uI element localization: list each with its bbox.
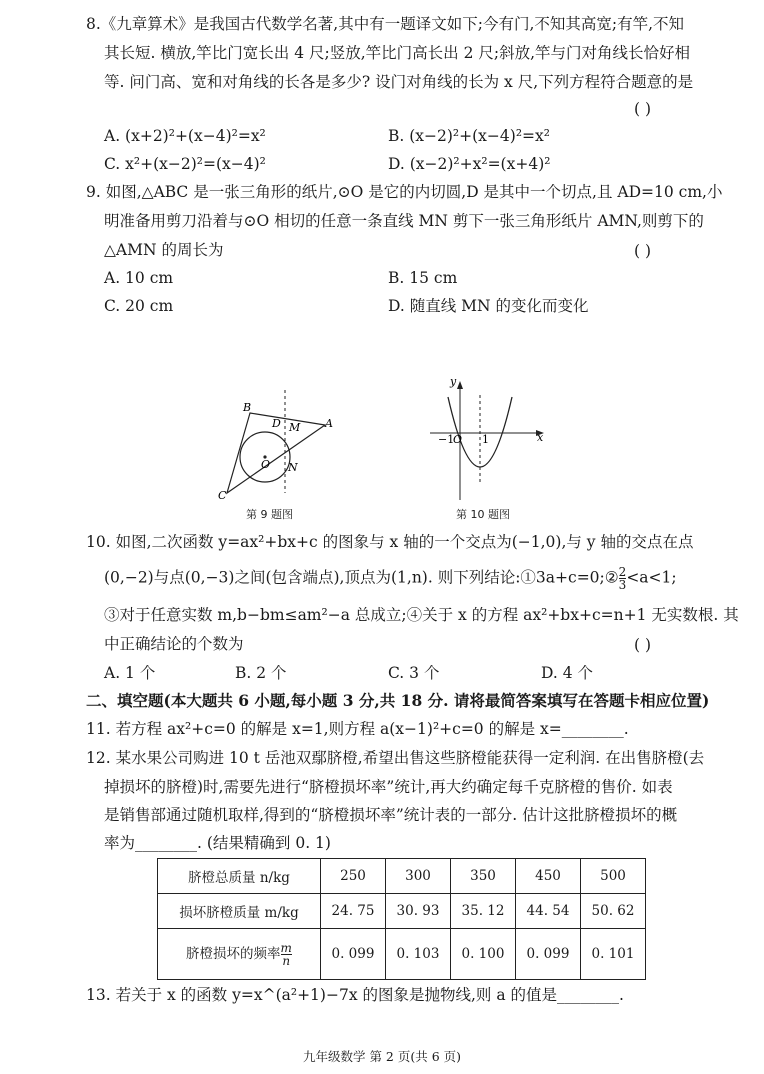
q10-option-a: A. 1 个: [104, 664, 156, 682]
label-c: C: [218, 489, 227, 502]
table-cell: 450: [516, 859, 581, 894]
table-row-header: 损坏脐橙质量 m/kg: [158, 894, 321, 929]
table-cell: 24. 75: [321, 894, 386, 929]
table-row-header: 脐橙总质量 n/kg: [158, 859, 321, 894]
q8-option-d: D. (x−2)²+x²=(x+4)²: [388, 155, 551, 173]
label-o: O: [261, 458, 271, 471]
fraction-m-over-n: [281, 942, 292, 967]
q10-line3: ③对于任意实数 m,b−bm≤am²−a 总成立;④关于 x 的方程 ax²+bx+c=n+1 无实数根. 其: [104, 606, 739, 624]
label-n: N: [288, 461, 298, 474]
table-row: [158, 929, 646, 980]
page-footer: 九年级数学 第 2 页(共 6 页): [302, 1049, 462, 1064]
q12-line3: 是销售部通过随机取样,得到的“脐橙损坏率”统计表的一部分. 估计这批脐橙损坏的概: [104, 806, 678, 824]
label-x: x: [537, 431, 544, 444]
label-m: M: [289, 421, 301, 434]
q8-line1: 8.《九章算术》是我国古代数学名著,其中有一题译文如下;今有门,不知其高宽;有竿,不知: [86, 15, 685, 33]
label-b: B: [243, 401, 252, 414]
y-axis-arrow: [457, 381, 463, 389]
table-row: [158, 859, 646, 894]
q9-line1: 9. 如图,△ABC 是一张三角形的纸片,⊙O 是它的内切圆,D 是其中一个切点,且 AD=10 cm,小: [86, 183, 723, 201]
fraction-denominator: n: [282, 953, 291, 968]
q8-line3: 等. 问门高、宽和对角线的长各是多少? 设门对角线的长为 x 尺,下列方程符合题意的是: [104, 73, 694, 91]
q8-option-c: C. x²+(x−2)²=(x−4)²: [104, 155, 266, 173]
fraction-numerator: m: [280, 940, 292, 955]
fraction-numerator: 2: [618, 565, 627, 579]
q8-answer-paren: ( ): [634, 100, 652, 118]
table-row: [158, 894, 646, 929]
q10-option-b: B. 2 个: [235, 664, 287, 682]
figure-10: [420, 375, 550, 505]
table-cell: 50. 62: [581, 894, 646, 929]
q9-answer-paren: ( ): [634, 242, 652, 260]
q9-option-b: B. 15 cm: [388, 269, 458, 287]
q9-option-c: C. 20 cm: [104, 297, 174, 315]
fraction-denominator: 3: [618, 578, 627, 592]
q10-answer-paren: ( ): [634, 636, 652, 654]
table-cell: 44. 54: [516, 894, 581, 929]
label-neg1: −1: [438, 433, 455, 446]
q12-line2: 掉损坏的脐橙)时,需要先进行“脐橙损坏率”统计,再大约确定每千克脐橙的售价. 如表: [104, 778, 673, 796]
q11-line: 11. 若方程 ax²+c=0 的解是 x=1,则方程 a(x−1)²+c=0 的解是 x=________.: [86, 720, 629, 738]
q9-line3: △AMN 的周长为: [104, 241, 224, 259]
q10-line1: 10. 如图,二次函数 y=ax²+bx+c 的图象与 x 轴的一个交点为(−1,0),与 y 轴的交点在点: [86, 533, 694, 551]
table-row-header: [158, 929, 321, 980]
table-cell: 350: [451, 859, 516, 894]
section-fill-blank-heading: 二、填空题(本大题共 6 小题,每小题 3 分,共 18 分. 请将最简答案填写在答题卡相应位置): [86, 691, 710, 710]
q10-line4: 中正确结论的个数为: [104, 635, 244, 653]
q10-line2-part1: (0,−2)与点(0,−3)之间(包含端点),顶点为(1,n). 则下列结论:①3a+c=0;②: [104, 568, 619, 587]
q8-line2: 其长短. 横放,竿比门宽长出 4 尺;竖放,竿比门高长出 2 尺;斜放,竿与门对角线长恰好相: [104, 44, 691, 62]
table-cell: 250: [321, 859, 386, 894]
q8-option-a: A. (x+2)²+(x−4)²=x²: [104, 127, 266, 145]
table-cell: 0. 099: [516, 929, 581, 980]
q12-line4: 率为________. (结果精确到 0. 1): [104, 834, 331, 852]
orange-damage-table: [157, 858, 646, 980]
label-d: D: [272, 417, 281, 430]
q9-option-a: A. 10 cm: [104, 269, 174, 287]
table-cell: 0. 100: [451, 929, 516, 980]
table-cell: 300: [386, 859, 451, 894]
table-cell: 0. 101: [581, 929, 646, 980]
frequency-label: 脐橙损坏的频率: [186, 945, 281, 962]
figure-10-caption: 第 10 题图: [456, 508, 510, 521]
q10-line2: [104, 566, 677, 591]
table-cell: 500: [581, 859, 646, 894]
q13-line: 13. 若关于 x 的函数 y=x^(a²+1)−7x 的图象是抛物线,则 a 的值是________.: [86, 986, 624, 1004]
table-cell: 0. 099: [321, 929, 386, 980]
table-cell: 30. 93: [386, 894, 451, 929]
figure-9-caption: 第 9 题图: [246, 508, 293, 521]
table-cell: 35. 12: [451, 894, 516, 929]
q8-option-b: B. (x−2)²+(x−4)²=x²: [388, 127, 550, 145]
label-a: A: [325, 417, 333, 430]
q10-line2-part2: <a<1;: [626, 568, 677, 587]
q9-option-d: D. 随直线 MN 的变化而变化: [388, 297, 589, 315]
label-origin: O: [453, 433, 463, 446]
q10-option-c: C. 3 个: [388, 664, 440, 682]
label-1: 1: [482, 433, 489, 446]
table-cell: 0. 103: [386, 929, 451, 980]
label-y: y: [450, 375, 457, 388]
q10-option-d: D. 4 个: [541, 664, 594, 682]
figure-9: [215, 375, 345, 505]
q9-line2: 明准备用剪刀沿着与⊙O 相切的任意一条直线 MN 剪下一张三角形纸片 AMN,则剪下的: [104, 212, 704, 230]
q12-line1: 12. 某水果公司购进 10 t 岳池双鄢脐橙,希望出售这些脐橙能获得一定利润. 在出售脐橙(去: [86, 749, 705, 767]
